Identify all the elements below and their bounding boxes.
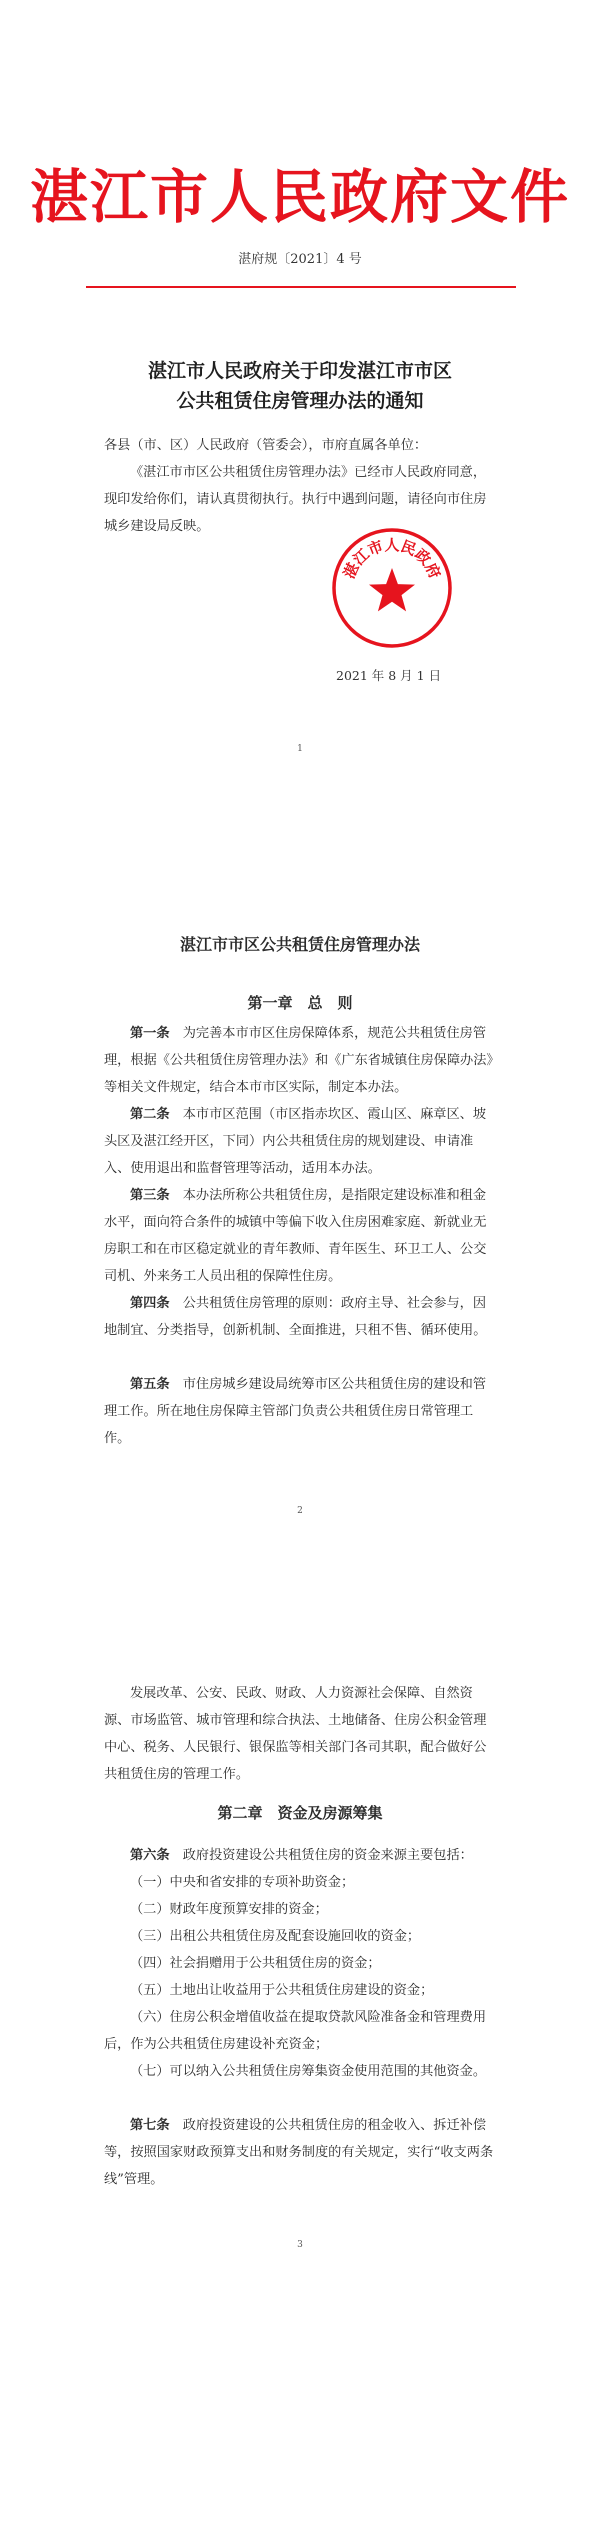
list-item: （三）出租公共租赁住房及配套设施回收的资金； — [130, 1929, 421, 1944]
article-label: 第六条 — [130, 1848, 170, 1863]
article-6 — [104, 1842, 496, 1869]
red-divider-line — [86, 286, 516, 288]
article-label: 第二条 — [130, 1107, 170, 1122]
red-header-title: 湛江市人民政府文件 — [29, 163, 570, 231]
article-label: 第一条 — [130, 1026, 170, 1041]
page-number: 2 — [297, 1506, 303, 1516]
list-item: （四）社会捐赠用于公共租赁住房的资金； — [130, 1956, 381, 1971]
article-text: 政府投资建设的公共租赁住房的租金收入、拆迁补偿等，按照国家财政预算支出和财务制度的有关规定，实行“收支两条线”管理。 — [104, 2118, 494, 2187]
list-item: （二）财政年度预算安排的资金； — [130, 1902, 328, 1917]
page-number: 1 — [297, 744, 303, 754]
article-label: 第四条 — [130, 1296, 170, 1311]
article-1 — [104, 1020, 496, 1101]
article-5-continuation: 发展改革、公安、民政、财政、人力资源社会保障、自然资源、市场监管、城市管理和综合执法、土地储备、住房公积金管理中心、税务、人民银行、银保监等相关部门各司其职，配合做好公共租赁住房的管理工作。 — [104, 1686, 487, 1782]
seal-star-icon — [369, 568, 415, 611]
chapter-2-heading: 第二章 资金及房源筹集 — [217, 1804, 383, 1822]
list-item: （七）可以纳入公共租赁住房筹集资金使用范围的其他资金。 — [130, 2064, 487, 2079]
page-2 — [0, 840, 600, 1680]
list-item: （六）住房公积金增值收益在提取贷款风险准备金和管理费用后，作为公共租赁住房建设补充资金； — [104, 2010, 487, 2052]
article-5 — [104, 1371, 496, 1452]
article-text: 本办法所称公共租赁住房，是指限定建设标准和租金水平，面向符合条件的城镇中等偏下收入住房困难家庭、新就业无房职工和在市区稳定就业的青年教师、青年医生、环卫工人、公交司机、外来务工人员出租的保障性住房。 — [104, 1188, 487, 1284]
page-number: 3 — [297, 2240, 303, 2250]
list-item: （一）中央和省安排的专项补助资金； — [130, 1875, 355, 1890]
chapter-1-heading: 第一章 总 则 — [247, 994, 353, 1012]
official-seal-icon — [330, 526, 454, 650]
article-text: 政府投资建设公共租赁住房的资金来源主要包括： — [182, 1848, 473, 1863]
regulation-title: 湛江市市区公共租赁住房管理办法 — [179, 935, 420, 954]
article-label: 第三条 — [130, 1188, 170, 1203]
seal-text: 湛江市人民政府 — [339, 536, 445, 582]
article-text: 为完善本市市区住房保障体系，规范公共租赁住房管理，根据《公共租赁住房管理办法》和《广东省城镇住房保障办法》等相关文件规定，结合本市市区实际，制定本办法。 — [104, 1026, 494, 1095]
article-7 — [104, 2112, 496, 2193]
article-text: 公共租赁住房管理的原则：政府主导、社会参与，因地制宜、分类指导，创新机制、全面推进，只租不售、循环使用。 — [104, 1296, 487, 1338]
page-1 — [0, 0, 600, 840]
document-number: 湛府规〔2021〕4 号 — [238, 252, 362, 267]
article-4 — [104, 1290, 496, 1344]
article-text: 本市市区范围（市区指赤坎区、霞山区、麻章区、坡头区及湛江经开区，下同）内公共租赁住房的规划建设、申请准入、使用退出和监督管理等活动，适用本办法。 — [104, 1107, 487, 1176]
page-3 — [0, 1680, 600, 2547]
article-label: 第五条 — [130, 1377, 170, 1392]
notice-title-line-2: 公共租赁住房管理办法的通知 — [176, 390, 424, 412]
list-item: （五）土地出让收益用于公共租赁住房建设的资金； — [130, 1983, 434, 1998]
article-text: 市住房城乡建设局统筹市区公共租赁住房的建设和管理工作。所在地住房保障主管部门负责公共租赁住房日常管理工作。 — [104, 1377, 487, 1446]
article-label: 第七条 — [130, 2118, 170, 2133]
notice-title-line-1: 湛江市人民政府关于印发湛江市市区 — [147, 360, 452, 382]
notice-body: 《湛江市市区公共租赁住房管理办法》已经市人民政府同意，现印发给你们，请认真贯彻执行。执行中遇到问题，请径向市住房城乡建设局反映。 — [104, 465, 487, 534]
issue-date: 2021 年 8 月 1 日 — [336, 668, 442, 683]
recipients: 各县（市、区）人民政府（管委会），市府直属各单位： — [104, 438, 428, 453]
article-3 — [104, 1182, 496, 1290]
article-2 — [104, 1101, 496, 1182]
